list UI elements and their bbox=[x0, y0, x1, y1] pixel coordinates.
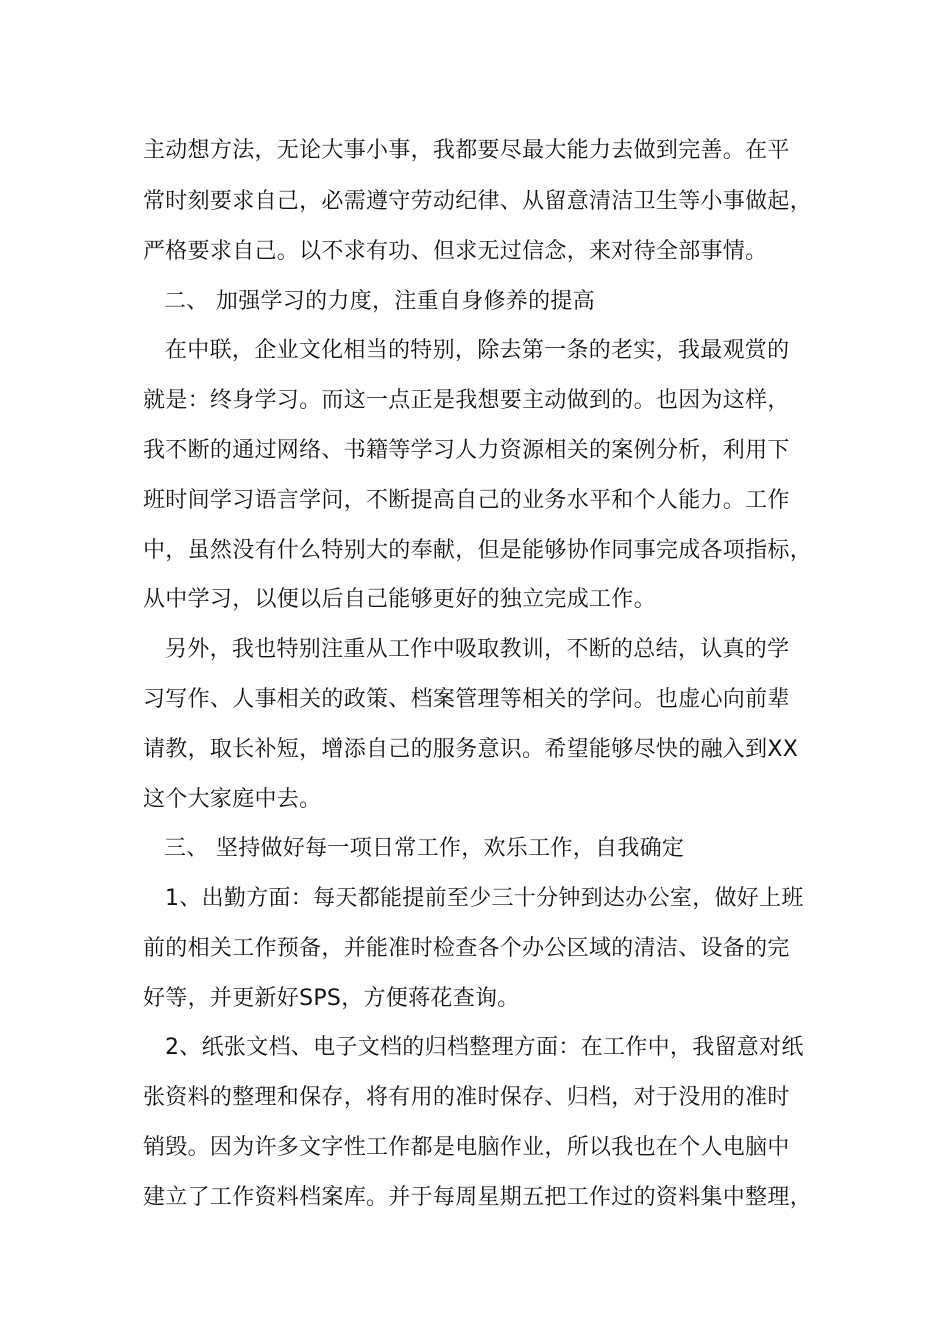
text-line: 中，虽然没有什么特别大的奉献，但是能够协作同事完成各项指标， bbox=[143, 538, 813, 563]
section-heading-2: 二、 加强学习的力度，注重自身修养的提高 bbox=[164, 289, 595, 314]
text-line: 从中学习，以便以后自己能够更好的独立完成工作。 bbox=[143, 587, 656, 612]
text-line: 我不断的通过网络、书籍等学习人力资源相关的案例分析，利用下 bbox=[143, 438, 790, 463]
text-line: 好等，并更新好SPS，方便蒋花查询。 bbox=[143, 986, 520, 1011]
text-line: 习写作、人事相关的政策、档案管理等相关的学问。也虚心向前辈 bbox=[143, 687, 790, 712]
text-line: 建立了工作资料档案库。并于每周星期五把工作过的资料集中整理， bbox=[143, 1185, 813, 1210]
text-line: 1、出勤方面：每天都能提前至少三十分钟到达办公室，做好上班 bbox=[165, 886, 804, 911]
section-heading-3: 三、 坚持做好每一项日常工作，欢乐工作，自我确定 bbox=[164, 836, 685, 861]
text-line: 张资料的整理和保存，将有用的准时保存、归档，对于没用的准时 bbox=[143, 1085, 790, 1110]
text-line: 班时间学习语言学问，不断提高自己的业务水平和个人能力。工作 bbox=[143, 488, 790, 513]
text-line: 常时刻要求自己，必需遵守劳动纪律、从留意清洁卫生等小事做起， bbox=[143, 189, 813, 214]
text-line: 就是：终身学习。而这一点正是我想要主动做到的。也因为这样， bbox=[143, 388, 790, 413]
text-line: 前的相关工作预备，并能准时检查各个办公区域的清洁、设备的完 bbox=[143, 936, 790, 961]
text-line: 主动想方法，无论大事小事，我都要尽最大能力去做到完善。在平 bbox=[143, 138, 790, 163]
text-line: 2、纸张文档、电子文档的归档整理方面：在工作中，我留意对纸 bbox=[165, 1035, 804, 1060]
text-line: 另外，我也特别注重从工作中吸取教训，不断的总结，认真的学 bbox=[165, 637, 790, 662]
text-line: 在中联，企业文化相当的特别，除去第一条的老实，我最观赏的 bbox=[165, 338, 790, 363]
text-line: 这个大家庭中去。 bbox=[143, 787, 322, 812]
text-line: 销毁。因为许多文字性工作都是电脑作业，所以我也在个人电脑中 bbox=[143, 1135, 790, 1160]
text-line: 严格要求自己。以不求有功、但求无过信念，来对待全部事情。 bbox=[143, 239, 768, 264]
text-line: 请教，取长补短，增添自己的服务意识。希望能够尽快的融入到XX bbox=[143, 737, 799, 762]
